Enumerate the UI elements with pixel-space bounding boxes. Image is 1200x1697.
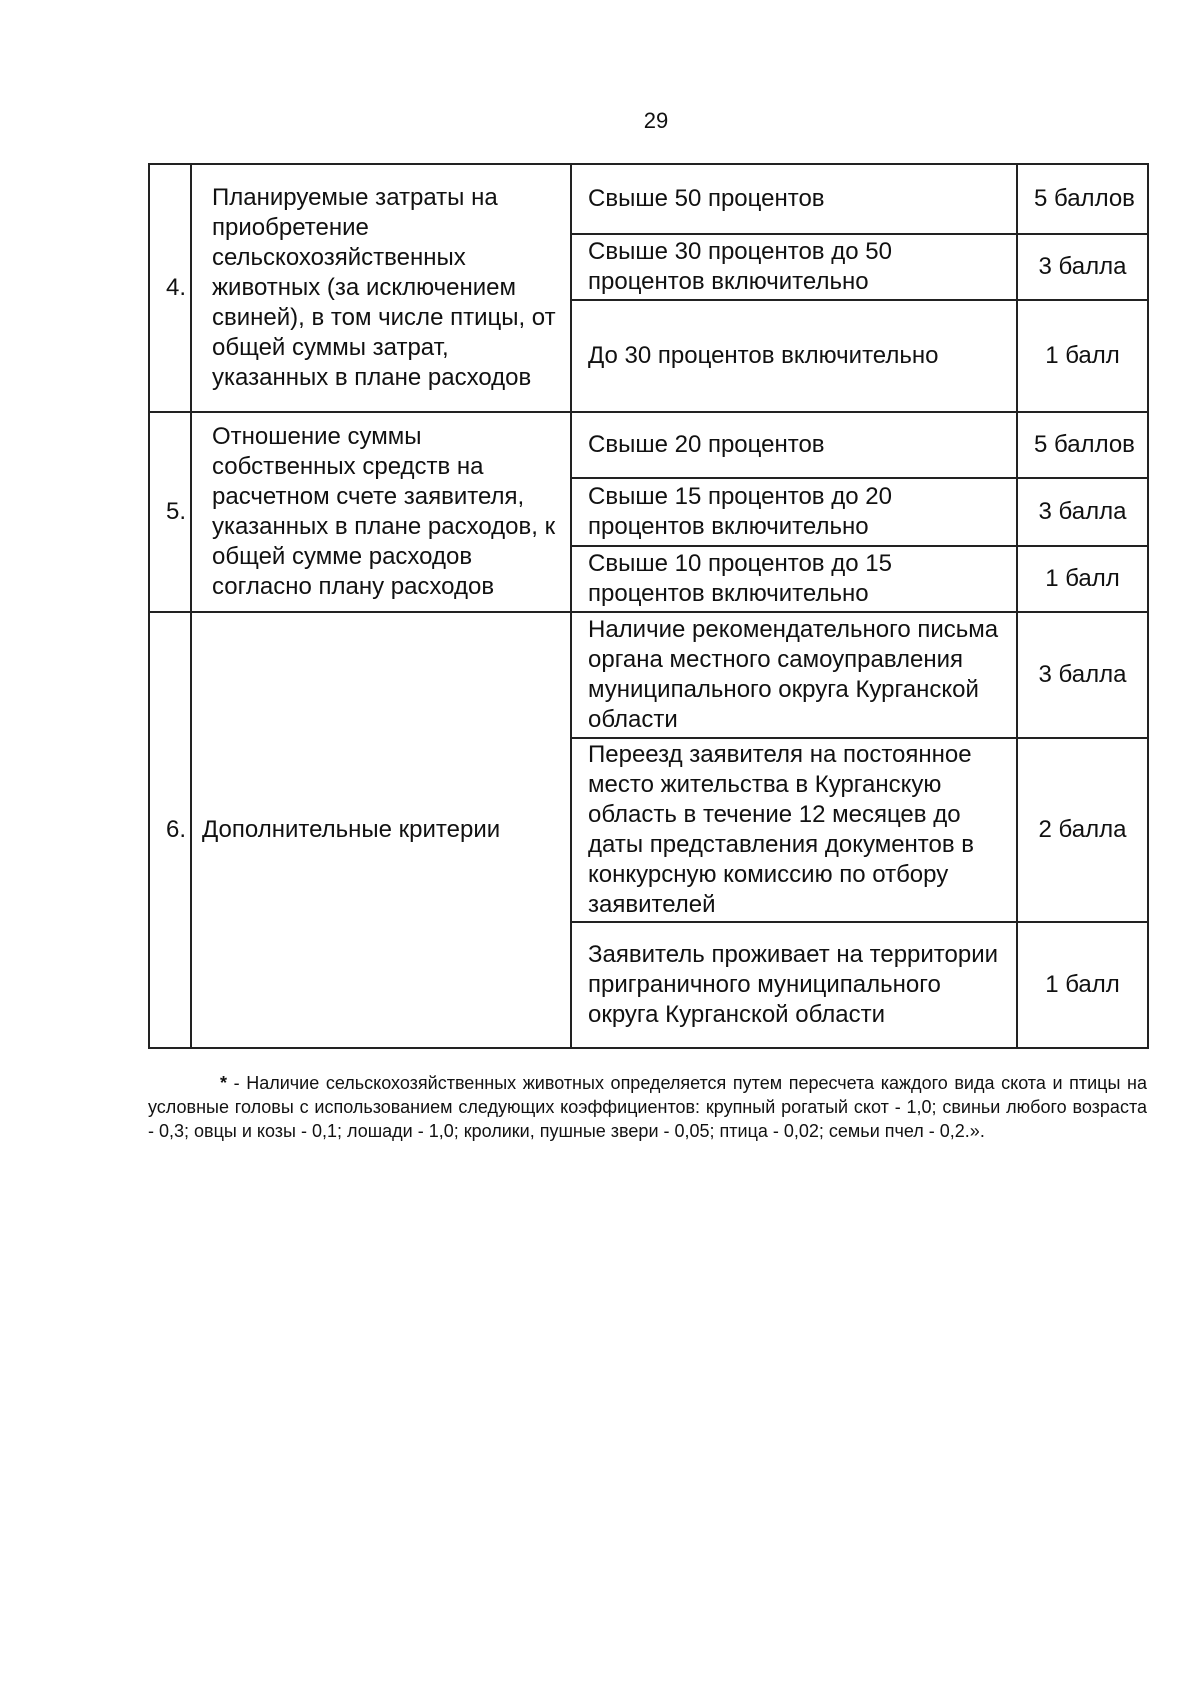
score-cell: 5 баллов	[1017, 164, 1148, 234]
condition-cell: Свыше 15 процентов до 20 процентов включительно	[571, 478, 1017, 546]
table-row	[149, 164, 1148, 234]
score-cell: 3 балла	[1017, 234, 1148, 300]
score-cell: 2 балла	[1017, 738, 1148, 922]
footnote-mark: *	[220, 1073, 228, 1093]
condition-cell: Свыше 50 процентов	[571, 164, 1017, 234]
table-row	[149, 412, 1148, 478]
condition-cell: До 30 процентов включительно	[571, 300, 1017, 412]
criteria-table	[148, 163, 1149, 1049]
table-row	[149, 612, 1148, 738]
score-cell: 1 балл	[1017, 300, 1148, 412]
score-cell: 3 балла	[1017, 612, 1148, 738]
score-cell: 5 баллов	[1017, 412, 1148, 478]
score-cell: 1 балл	[1017, 546, 1148, 612]
footnote-text: - Наличие сельскохозяйственных животных определяется путем пересчета каждого вида скота и птицы на условные головы с использованием следующих коэффициентов: крупный рогатый скот - 1,0; свиньи любого возраста - 0,3; овцы и козы - 0,1; лошади - 1,0; кролики, пушные звери - 0,05; птица - 0,02; семьи пчел - 0,2.».	[148, 1073, 1147, 1141]
row-number: 5.	[149, 412, 191, 612]
row-number: 6.	[149, 612, 191, 1048]
row-number: 4.	[149, 164, 191, 412]
condition-cell: Наличие рекомендательного письма органа местного самоуправления муниципального округа Курганской области	[571, 612, 1017, 738]
score-cell: 3 балла	[1017, 478, 1148, 546]
score-cell: 1 балл	[1017, 922, 1148, 1048]
condition-cell: Переезд заявителя на постоянное место жительства в Курганскую область в течение 12 месяцев до даты представления документов в конкурсную комиссию по отбору заявителей	[571, 738, 1017, 922]
condition-cell: Свыше 20 процентов	[571, 412, 1017, 478]
condition-cell: Свыше 10 процентов до 15 процентов включительно	[571, 546, 1017, 612]
condition-cell: Свыше 30 процентов до 50 процентов включительно	[571, 234, 1017, 300]
criterion-cell: Отношение суммы собственных средств на расчетном счете заявителя, указанных в плане расходов, к общей сумме расходов согласно плану расходов	[191, 412, 571, 612]
condition-cell: Заявитель проживает на территории приграничного муниципального округа Курганской области	[571, 922, 1017, 1048]
footnote	[148, 1071, 1147, 1143]
criterion-cell: Планируемые затраты на приобретение сельскохозяйственных животных (за исключением свиней), в том числе птицы, от общей суммы затрат, указанных в плане расходов	[191, 164, 571, 412]
criterion-cell: Дополнительные критерии	[191, 612, 571, 1048]
page-number: 29	[643, 108, 669, 133]
